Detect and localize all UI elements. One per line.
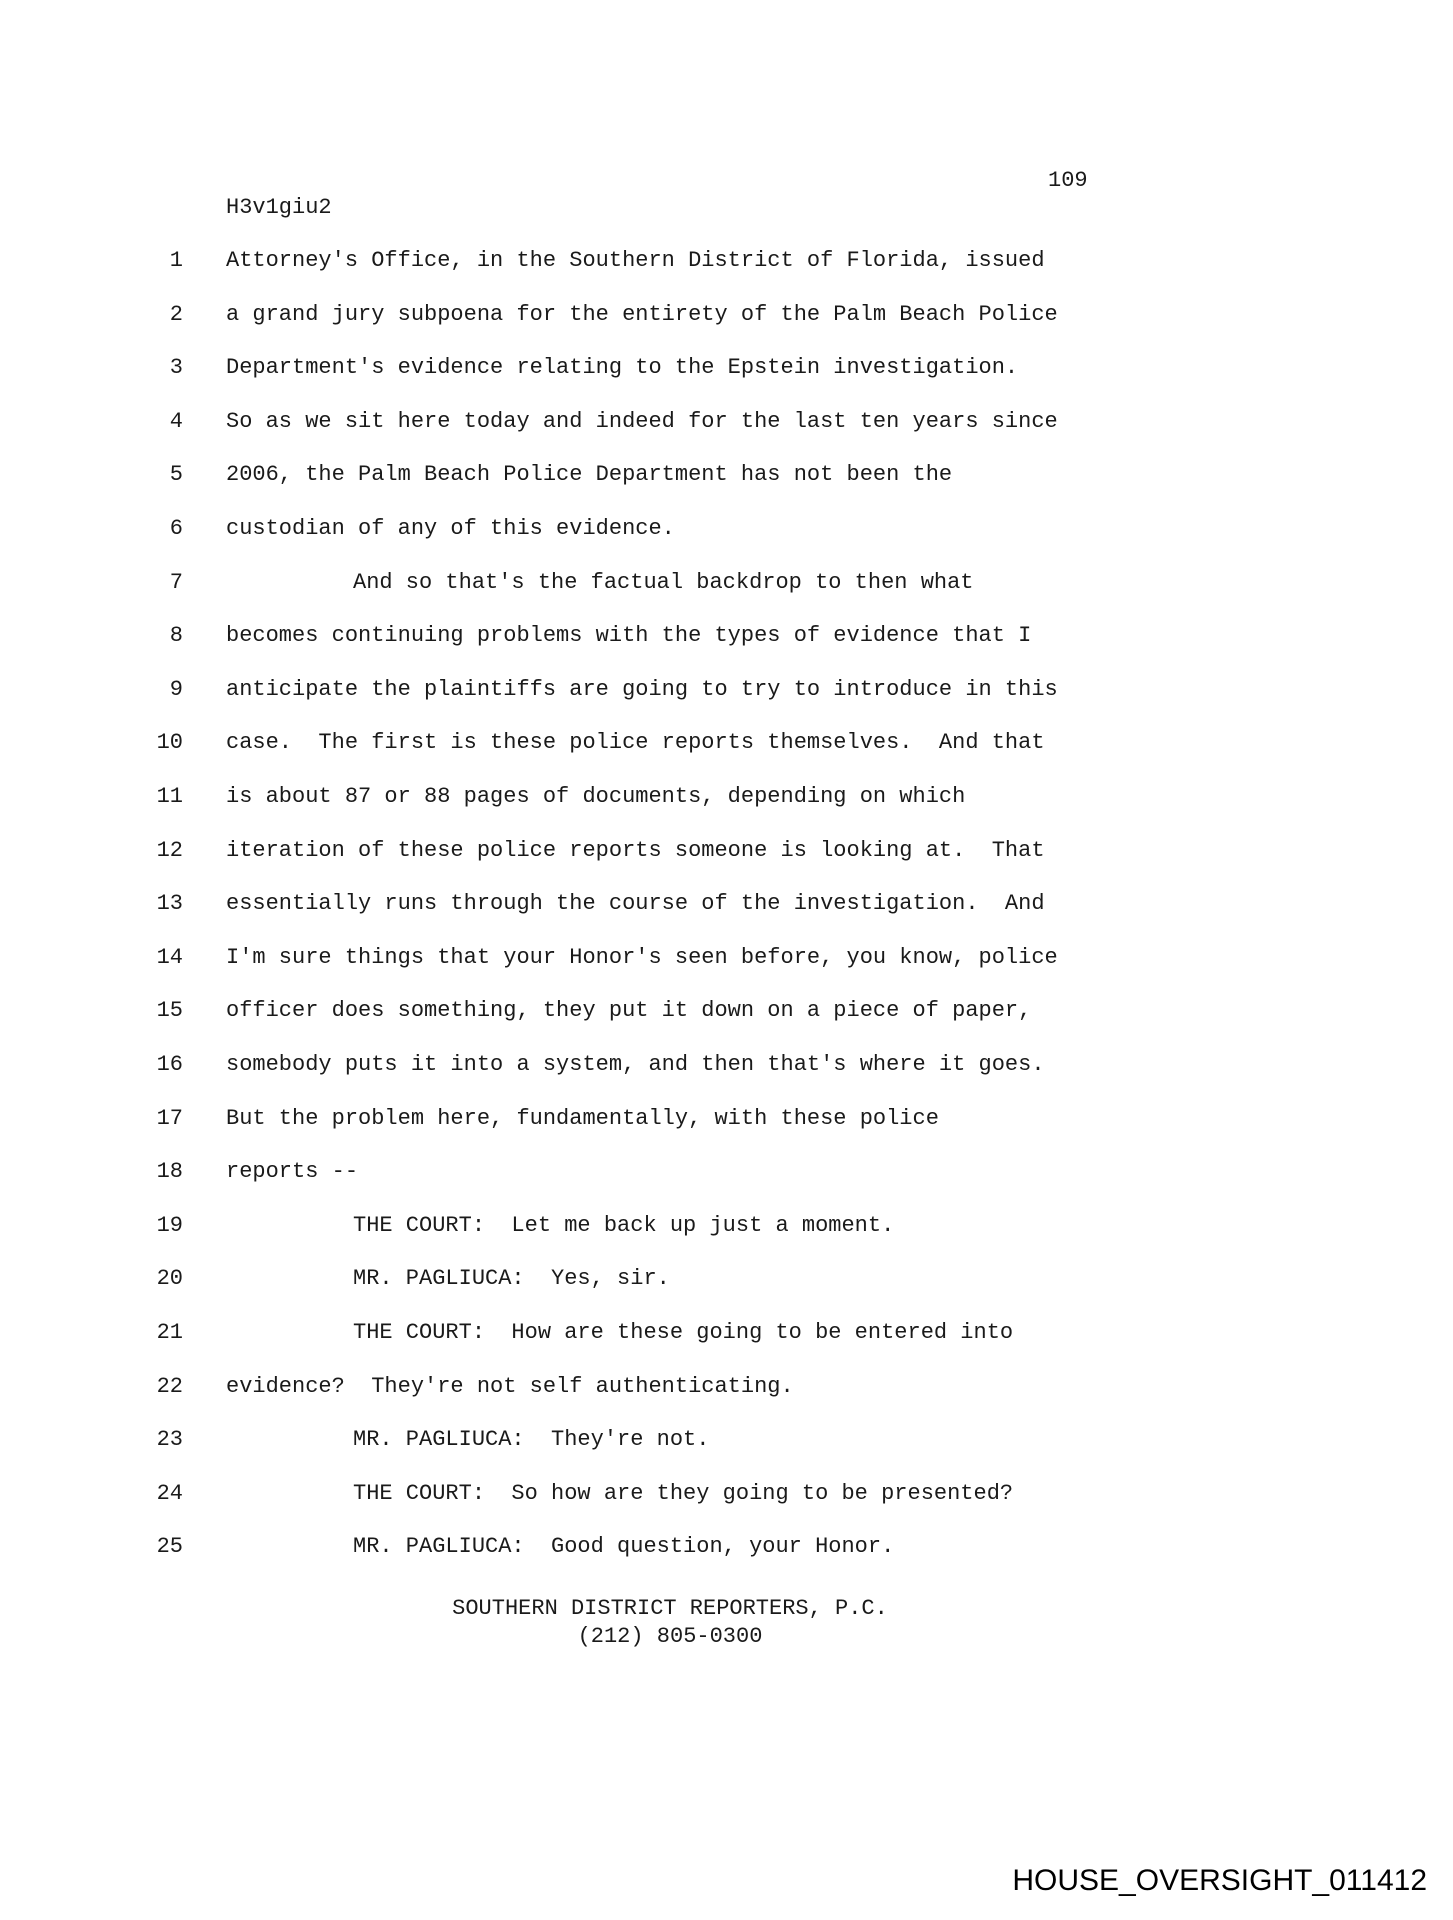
line-text: anticipate the plaintiffs are going to try to introduce in this [226,676,1058,702]
line-text: 2006, the Palm Beach Police Department has not been the [226,462,953,488]
line-number: 17 [156,1105,183,1131]
line-number: 18 [156,1159,183,1185]
line-number: 13 [156,891,183,917]
line-text: case. The first is these police reports themselves. And that [226,730,1045,756]
transcript-line [0,730,1453,770]
transcript-line [0,1052,1453,1092]
line-number: 6 [169,516,183,541]
transcript-line [0,784,1453,824]
transcript-line [0,838,1453,878]
transcript-line [0,1159,1453,1199]
line-text: And so that's the factual backdrop to then what [353,569,974,595]
transcript-line [0,355,1453,395]
line-text: I'm sure things that your Honor's seen before, you know, police [226,944,1058,970]
transcript-line [0,1213,1453,1253]
line-text: officer does something, they put it down on a piece of paper, [226,998,1032,1024]
reporter-phone: (212) 805-0300 [577,1624,763,1649]
transcript-line [0,623,1453,663]
line-number: 19 [156,1212,183,1238]
line-text: somebody puts it into a system, and then that's where it goes. [226,1052,1045,1077]
line-text: But the problem here, fundamentally, with these police [226,1105,939,1131]
line-text: evidence? They're not self authenticating. [226,1373,794,1399]
transcript-line [0,409,1453,449]
transcript-line [0,998,1453,1038]
line-number: 5 [169,462,183,488]
line-text: THE COURT: So how are they going to be presented? [353,1480,1014,1506]
transcript-line [0,891,1453,931]
line-text: THE COURT: How are these going to be entered into [353,1320,1014,1345]
page-number: 109 [1048,168,1088,193]
transcript-line [0,1534,1453,1574]
line-number: 9 [169,676,183,702]
line-number: 20 [156,1266,183,1292]
line-number: 12 [156,837,183,863]
bates-number: HOUSE_OVERSIGHT_011412 [1012,1864,1427,1897]
line-number: 1 [169,248,183,273]
line-text: reports -- [226,1159,359,1185]
line-text: is about 87 or 88 pages of documents, depending on which [226,784,966,809]
line-number: 2 [169,301,183,327]
line-number: 14 [156,944,183,970]
transcript-line [0,248,1453,288]
transcript-line [0,1106,1453,1146]
transcript-line [0,1427,1453,1467]
document-code: H3v1giu2 [226,195,332,220]
line-text: custodian of any of this evidence. [226,516,675,541]
reporter-company: SOUTHERN DISTRICT REPORTERS, P.C. [452,1596,888,1621]
transcript-line [0,462,1453,502]
line-number: 25 [156,1534,183,1560]
line-text: Attorney's Office, in the Southern District of Florida, issued [226,248,1045,273]
line-number: 4 [169,408,183,434]
line-number: 7 [169,569,183,595]
line-number: 15 [156,998,183,1024]
transcript-line [0,945,1453,985]
line-number: 24 [156,1480,183,1506]
line-number: 22 [156,1373,183,1399]
transcript-line [0,1481,1453,1521]
line-text: MR. PAGLIUCA: Good question, your Honor. [353,1534,895,1560]
line-number: 8 [169,623,183,649]
line-number: 21 [156,1320,183,1345]
line-number: 10 [156,730,183,756]
transcript-line [0,302,1453,342]
line-number: 16 [156,1052,183,1077]
transcript-line [0,1374,1453,1414]
line-number: 3 [169,355,183,381]
line-text: essentially runs through the course of the investigation. And [226,891,1045,917]
line-text: THE COURT: Let me back up just a moment. [353,1212,895,1238]
line-text: So as we sit here today and indeed for the last ten years since [226,408,1058,434]
transcript-line [0,1320,1453,1360]
line-text: MR. PAGLIUCA: They're not. [353,1427,710,1453]
line-text: becomes continuing problems with the types of evidence that I [226,623,1032,649]
line-text: Department's evidence relating to the Epstein investigation. [226,355,1019,381]
line-number: 11 [156,784,183,809]
transcript-line [0,516,1453,556]
line-number: 23 [156,1427,183,1453]
line-text: iteration of these police reports someone is looking at. That [226,837,1045,863]
line-text: MR. PAGLIUCA: Yes, sir. [353,1266,670,1292]
line-text: a grand jury subpoena for the entirety of the Palm Beach Police [226,301,1058,327]
transcript-line [0,570,1453,610]
transcript-line [0,1266,1453,1306]
transcript-line [0,677,1453,717]
